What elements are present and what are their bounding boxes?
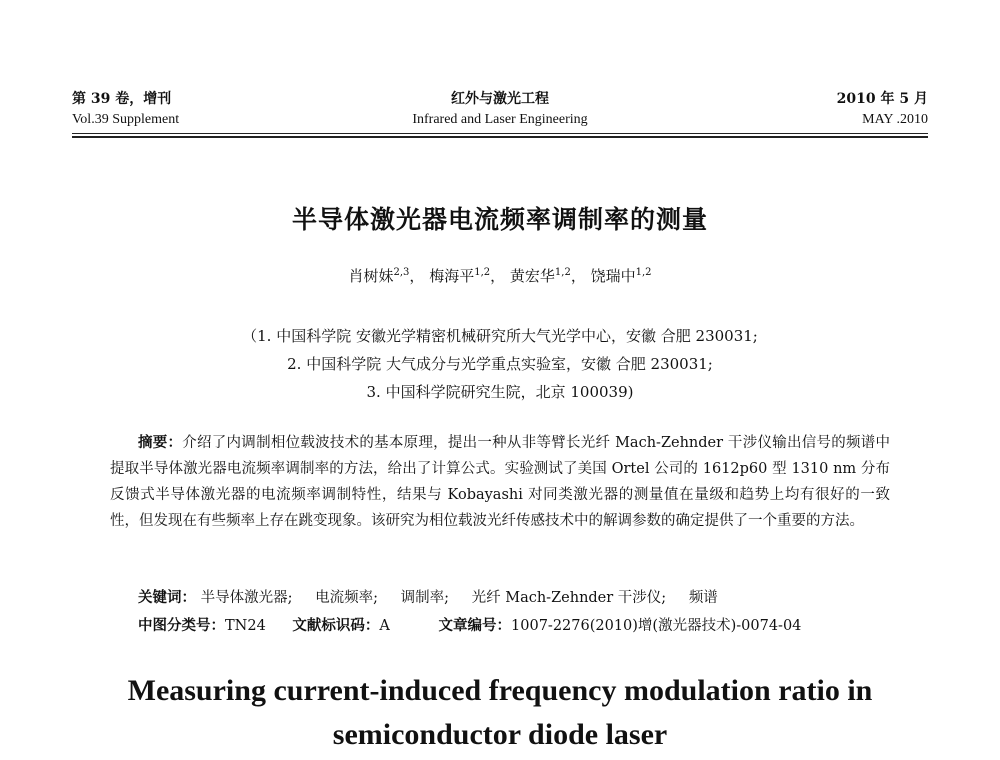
clc-value: TN24 (225, 618, 266, 634)
header-rule-thick (72, 136, 928, 138)
doc-code-value: A (379, 618, 390, 634)
volume-en: Vol.39 Supplement (72, 112, 180, 127)
paper-title-cn: 半导体激光器电流频率调制率的测量 (291, 205, 708, 234)
classification-row (138, 614, 898, 635)
paper-title-en-line2: semiconductor diode laser (332, 718, 668, 751)
keyword: 半导体激光器; (200, 590, 293, 606)
affiliation-1: （1. 中国科学院 安徽光学精密机械研究所大气光学中心，安徽 合肥 230031; (242, 327, 758, 345)
author-affil-sup: 1,2 (474, 267, 491, 278)
paper-title-en-line1: Measuring current-induced frequency modulation ratio in (127, 674, 873, 707)
volume-cn: 第 39 卷，增刊 (72, 91, 172, 107)
date-cn: 2010 年 5 月 (836, 91, 928, 107)
author-list: 肖树妹$^{2,3}$， 梅海平$^{1,2}$， 黄宏华$^{1,2}$， 饶瑞中$^{1,2}$ (348, 267, 652, 285)
author-name: 梅海平 (429, 267, 475, 285)
journal-name-cn: 红外与激光工程 (451, 91, 549, 107)
abstract-label: 摘要： (138, 435, 183, 451)
author-affil-sup: 2,3 (393, 267, 410, 278)
article-number-label: 文章编号： (438, 618, 512, 634)
keyword: 电流频率; (315, 590, 378, 606)
author-affil-sup: 1,2 (554, 267, 571, 278)
keyword: 频谱 (688, 590, 718, 606)
header-rule-thin (72, 133, 928, 134)
article-number-value: 1007-2276(2010)增(激光器技术)-0074-04 (511, 618, 802, 634)
abstract (110, 430, 890, 534)
clc-label: 中图分类号： (138, 618, 225, 634)
author-name: 肖树妹 (348, 267, 394, 285)
author-affil-sup: 1,2 (635, 267, 652, 278)
doc-code-label: 文献标识码： (292, 618, 380, 634)
date-en: MAY .2010 (862, 112, 928, 127)
author-name: 黄宏华 (509, 267, 555, 285)
keywords-label: 关键词： (138, 590, 196, 606)
journal-name-en: Infrared and Laser Engineering (412, 112, 588, 127)
abstract-text: 介绍了内调制相位载波技术的基本原理，提出一种从非等臂长光纤 Mach-Zehnder 干涉仪输出信号的频谱中提取半导体激光器电流频率调制率的方法，给出了计算公式。实验测试了美国 Ortel 公司的 1612p60 型 1310 nm 分布反馈式半导体激光器的电流频率调制特性，结果与 Kobayashi 对同类激光器的测量值在量级和趋势上均有很好的一致性，但发现在有些频率上存在跳变现象。该研究为相位载波光纤传感技术中的解调参数的确定提供了一个重要的方法。 (110, 435, 891, 529)
affiliation-3: 3. 中国科学院研究生院，北京 100039) (366, 383, 634, 401)
author-name: 饶瑞中 (590, 267, 636, 285)
affiliation-2: 2. 中国科学院 大气成分与光学重点实验室，安徽 合肥 230031; (287, 355, 713, 373)
keyword: 调制率; (400, 590, 449, 606)
keywords-row (138, 586, 898, 607)
keyword: 光纤 Mach-Zehnder 干涉仪; (471, 590, 667, 606)
